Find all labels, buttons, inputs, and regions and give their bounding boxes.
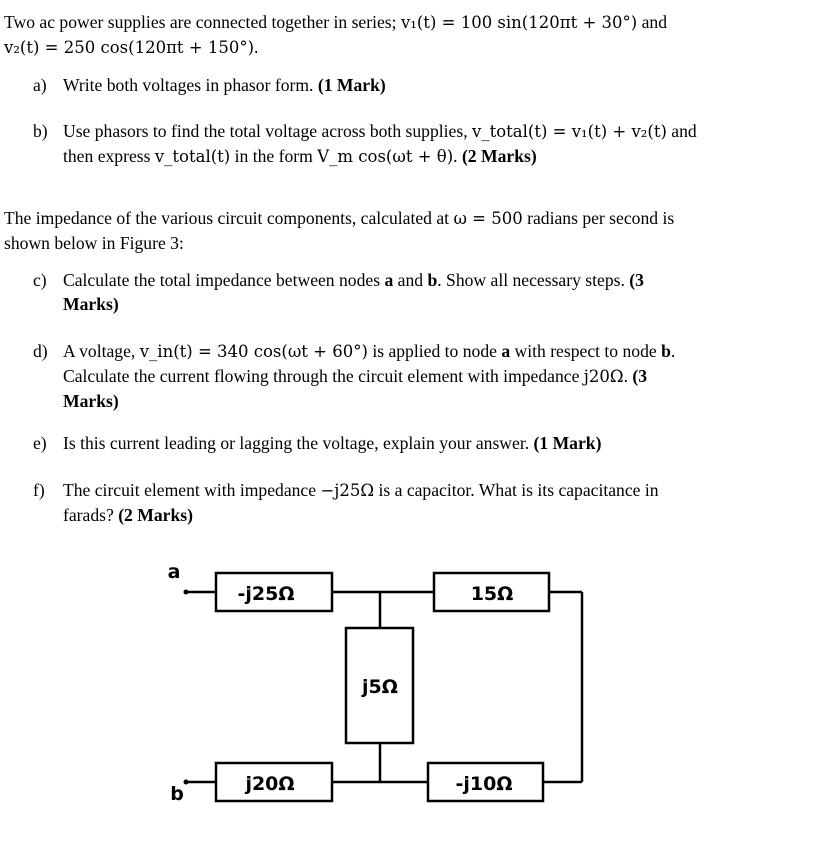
question-d-text-4: Calculate the current flowing through the circuit element with impedance	[63, 366, 584, 386]
omega-value: ω = 500	[453, 209, 523, 228]
question-f-text-1: The circuit element with impedance	[63, 480, 321, 500]
node-b-ref: b	[661, 341, 671, 361]
minus-j25-impedance-ref: −j25Ω	[320, 481, 375, 500]
intro-text: Two ac power supplies are connected together in series;	[4, 12, 401, 32]
question-b-text-1: Use phasors to find the total voltage across both supplies,	[63, 121, 472, 141]
question-c-text-1: Calculate the total impedance between nodes	[63, 270, 385, 290]
question-e-marks: (1 Mark)	[533, 433, 602, 453]
question-c-label: c)	[33, 270, 47, 290]
question-c-marks-1: (3	[629, 270, 644, 290]
question-f-text-2: is a capacitor. What is its capacitance in	[374, 480, 659, 500]
vtotal-symbol: v_total(t)	[154, 147, 231, 166]
question-d-period: .	[670, 341, 676, 361]
question-b-text-2: then express	[63, 146, 155, 166]
node-a-dot	[184, 590, 189, 595]
question-b-label: b)	[33, 121, 48, 141]
question-d-label: d)	[33, 341, 48, 361]
j20-impedance-ref: j20Ω	[583, 367, 624, 386]
question-d-period-2: .	[623, 366, 633, 386]
impedance-text-2: radians per second is	[522, 208, 675, 228]
question-b-period: .	[453, 146, 462, 166]
question-a-text: Write both voltages in phasor form.	[63, 75, 318, 95]
v1-equation: v₁(t) = 100 sin(120πt + 30°)	[400, 13, 638, 32]
z-middle-label: j5Ω	[362, 676, 398, 698]
cosine-form-equation: V_m cos(ωt + θ)	[317, 147, 454, 166]
question-c-marks-2: Marks)	[63, 294, 119, 314]
intro-period: .	[254, 37, 259, 57]
question-b-and: and	[666, 121, 697, 141]
node-b-ref: b	[427, 270, 438, 290]
question-d-marks-2: Marks)	[63, 391, 119, 411]
question-c-and: and	[393, 270, 428, 290]
node-b-label: b	[170, 783, 184, 805]
vin-equation: v_in(t) = 340 cos(ωt + 60°)	[139, 342, 368, 361]
vtotal-equation: v_total(t) = v₁(t) + v₂(t)	[472, 122, 667, 141]
question-b-marks: (2 Marks)	[461, 146, 537, 166]
node-a-ref: a	[384, 270, 394, 290]
v2-equation: v₂(t) = 250 cos(120πt + 150°)	[4, 38, 255, 57]
question-d-text-3: with respect to node	[510, 341, 662, 361]
question-d-marks-1: (3	[632, 366, 648, 386]
z-top-left-label: -j25Ω	[237, 583, 295, 605]
impedance-text-3: shown below in Figure 3:	[4, 233, 184, 253]
question-e-label: e)	[33, 433, 47, 453]
question-a-label: a)	[33, 75, 47, 95]
node-a-ref: a	[501, 341, 511, 361]
intro-and: and	[637, 12, 668, 32]
question-f-label: f)	[33, 480, 45, 500]
impedance-text-1: The impedance of the various circuit components, calculated at	[4, 208, 454, 228]
question-c-text-2: . Show all necessary steps.	[437, 270, 630, 290]
node-a-label: a	[167, 561, 181, 583]
z-bottom-right-label: -j10Ω	[455, 773, 513, 795]
question-e-text: Is this current leading or lagging the voltage, explain your answer.	[63, 433, 534, 453]
question-a-marks: (1 Mark)	[317, 75, 386, 95]
node-b-dot	[184, 780, 189, 785]
question-f-marks: (2 Marks)	[118, 505, 193, 525]
question-d-text-1: A voltage,	[63, 341, 140, 361]
question-d-text-2: is applied to node	[367, 341, 502, 361]
question-b-text-3: in the form	[230, 146, 318, 166]
z-top-right-label: 15Ω	[470, 583, 514, 605]
question-f-text-3: farads?	[63, 505, 119, 525]
z-bottom-left-label: j20Ω	[245, 773, 295, 795]
